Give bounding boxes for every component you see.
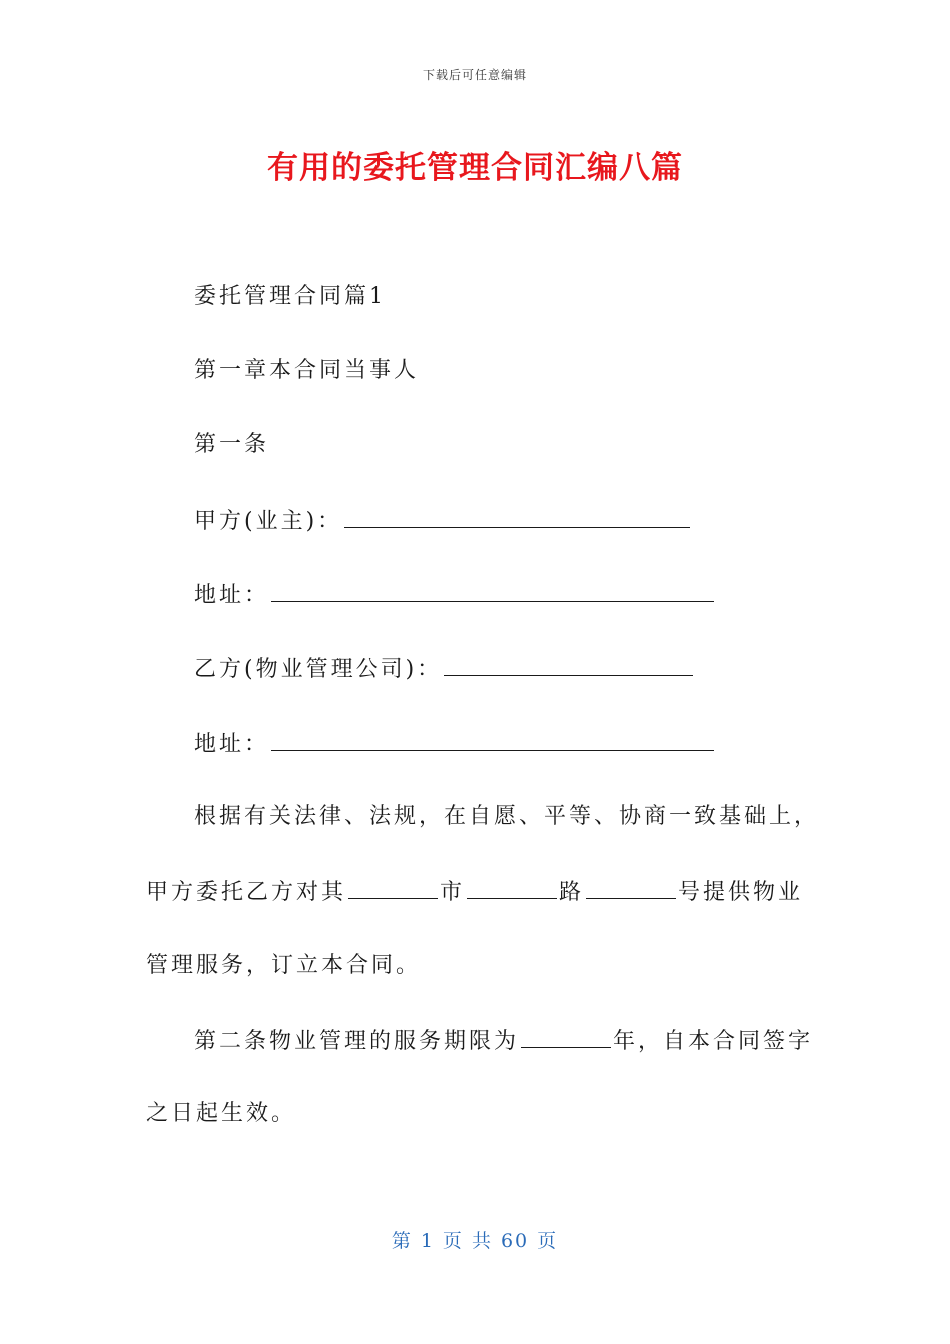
para1-text-c: 路 (559, 880, 585, 905)
para1-text-a: 甲方委托乙方对其 (146, 880, 347, 905)
address-label-1: 地址： (194, 583, 270, 608)
article-2-line-1 (194, 1025, 813, 1057)
article-1-heading: 第一条 (194, 432, 270, 457)
party-a-label: 甲方(业主)： (194, 509, 343, 534)
party-b-blank (444, 653, 693, 676)
article2-text-a: 第二条物业管理的服务期限为 (194, 1029, 520, 1054)
page-footer (0, 1226, 950, 1253)
address-blank-2 (271, 728, 714, 751)
paragraph-1-line-1: 根据有关法律、法规，在自愿、平等、协商一致基础上， (194, 804, 820, 829)
chapter-heading: 第一章本合同当事人 (194, 358, 420, 383)
document-title: 有用的委托管理合同汇编八篇 (267, 150, 683, 186)
paragraph-1-line-2 (146, 876, 803, 908)
address-row-1 (194, 579, 716, 611)
party-b-row (194, 653, 695, 685)
number-blank (586, 876, 676, 899)
para1-text-b: 市 (440, 880, 466, 905)
footer-label-of: 页 共 (442, 1230, 493, 1252)
road-blank (467, 876, 557, 899)
address-label-2: 地址： (194, 732, 270, 757)
city-blank (348, 876, 438, 899)
section-heading: 委托管理合同篇1 (194, 284, 386, 309)
footer-current-page: 1 (420, 1230, 435, 1252)
article2-text-b: 年，自本合同签字 (613, 1029, 814, 1054)
address-row-2 (194, 728, 716, 760)
party-a-blank (344, 505, 690, 528)
header-note: 下载后可任意编辑 (422, 68, 527, 82)
footer-label-page: 第 (391, 1230, 413, 1252)
article-2-line-2: 之日起生效。 (146, 1101, 297, 1126)
footer-total-pages: 60 (500, 1230, 530, 1252)
paragraph-1-line-3: 管理服务，订立本合同。 (146, 953, 422, 978)
party-a-row (194, 505, 692, 537)
term-years-blank (521, 1025, 611, 1048)
para1-text-d: 号提供物业 (678, 880, 804, 905)
footer-label-end: 页 (537, 1230, 559, 1252)
party-b-label: 乙方(物业管理公司)： (194, 657, 443, 682)
address-blank-1 (271, 579, 714, 602)
